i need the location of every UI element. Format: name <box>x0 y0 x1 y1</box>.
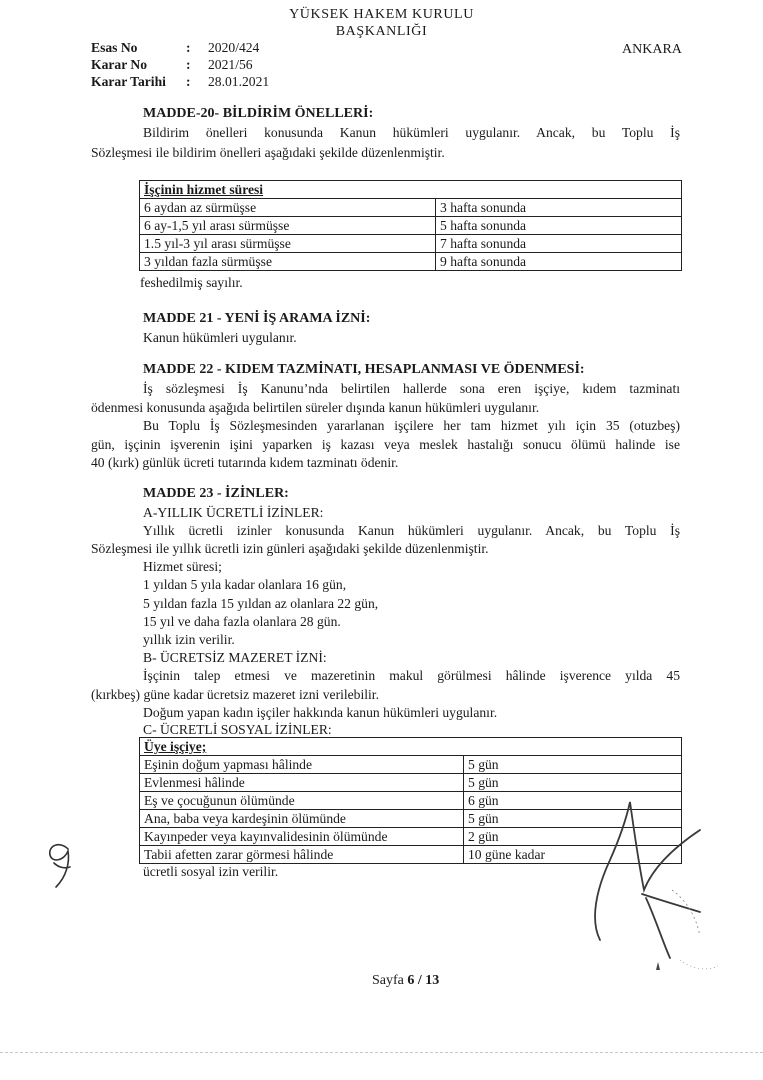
page-number <box>372 973 439 989</box>
section-b-line1: İşçinin talep etmesi ve mazeretinin makul görülmesi hâlinde işverence yılda 45 <box>143 668 680 683</box>
section-c-after-table: ücretli sosyal izin verilir. <box>143 864 279 879</box>
section-a-line5: 5 yıldan fazla 15 yıldan az olanlara 22 gün, <box>143 596 379 611</box>
leave-days-cell: 5 gün <box>464 810 682 828</box>
section-a-title: A-YILLIK ÜCRETLİ İZİNLER: <box>143 505 324 520</box>
section-a-line1: Yıllık ücretli izinler konusunda Kanun hükümleri uygulanır. Ancak, bu Toplu İş <box>143 523 680 538</box>
madde-22-p2-line3: 40 (kırk) günlük ücreti tutarında kıdem tazminatı ödenir. <box>91 455 399 470</box>
bottom-divider <box>0 1052 763 1053</box>
section-a-line3: Hizmet süresi; <box>143 559 222 574</box>
header-title-line2: BAŞKANLIĞI <box>335 24 428 39</box>
madde-20-heading: MADDE-20- BİLDİRİM ÖNELLERİ: <box>143 106 374 121</box>
table-header-cell: İşçinin hizmet süresi <box>140 181 682 199</box>
table-header-row <box>140 181 682 199</box>
meta-value-karar: 2021/56 <box>208 57 253 72</box>
section-b-title: B- ÜCRETSİZ MAZERET İZNİ: <box>143 650 327 665</box>
notice-period-table <box>139 180 682 271</box>
madde-22-p2-line1: Bu Toplu İş Sözleşmesinden yararlanan işçilere her tam hizmet yılı için 35 (otuzbeş) <box>143 418 680 433</box>
madde-22-p1-line1: İş sözleşmesi İş Kanunu’nda belirtilen hallerde sona eren işçiye, kıdem tazminatı <box>143 381 680 396</box>
meta-label-karar: Karar No <box>91 57 148 72</box>
meta-colon: : <box>186 40 191 55</box>
page-number-prefix: Sayfa <box>372 973 408 988</box>
leave-reason-cell: Eş ve çocuğunun ölümünde <box>140 792 464 810</box>
header-city: ANKARA <box>622 42 682 57</box>
meta-colon: : <box>186 74 191 89</box>
service-period-cell: 6 ay-1,5 yıl arası sürmüşse <box>140 217 436 235</box>
leave-days-cell: 6 gün <box>464 792 682 810</box>
madde-20-after-table: feshedilmiş sayılır. <box>140 275 243 290</box>
meta-colon: : <box>186 57 191 72</box>
service-period-cell: 1.5 yıl-3 yıl arası sürmüşse <box>140 235 436 253</box>
table-row <box>140 217 682 235</box>
page-number-current: 6 <box>407 973 415 988</box>
madde-22-heading: MADDE 22 - KIDEM TAZMİNATI, HESAPLANMASI VE ÖDENMESİ: <box>143 362 585 377</box>
leave-days-cell: 5 gün <box>464 774 682 792</box>
notice-cell: 3 hafta sonunda <box>436 199 682 217</box>
madde-23-heading: MADDE 23 - İZİNLER: <box>143 486 289 501</box>
madde-22-p1-line2: ödenmesi konusunda aşağıda belirtilen süreler dışında kanun hükümleri uygulanır. <box>91 400 540 415</box>
section-a-line6: 15 yıl ve daha fazla olanlara 28 gün. <box>143 614 341 629</box>
table-row <box>140 774 682 792</box>
handwritten-signature <box>560 790 730 980</box>
table-row <box>140 199 682 217</box>
section-a-line7: yıllık izin verilir. <box>143 632 235 647</box>
leave-reason-cell: Tabii afetten zarar görmesi hâlinde <box>140 846 464 864</box>
section-b-line2: (kırkbeş) güne kadar ücretsiz mazeret izni verilebilir. <box>91 687 379 702</box>
meta-value-esas: 2020/424 <box>208 40 260 55</box>
header-title-line1: YÜKSEK HAKEM KURULU <box>289 7 474 22</box>
page-number-separator: / <box>414 973 426 988</box>
table-header-cell: Üye işçiye; <box>140 738 682 756</box>
madde-21-text: Kanun hükümleri uygulanır. <box>143 330 297 345</box>
leave-days-cell: 2 gün <box>464 828 682 846</box>
leave-reason-cell: Evlenmesi hâlinde <box>140 774 464 792</box>
notice-cell: 7 hafta sonunda <box>436 235 682 253</box>
leave-days-cell: 5 gün <box>464 756 682 774</box>
section-b-line3: Doğum yapan kadın işçiler hakkında kanun hükümleri uygulanır. <box>143 705 498 720</box>
leave-reason-cell: Eşinin doğum yapması hâlinde <box>140 756 464 774</box>
notice-cell: 5 hafta sonunda <box>436 217 682 235</box>
service-period-cell: 3 yıldan fazla sürmüşse <box>140 253 436 271</box>
section-a-line4: 1 yıldan 5 yıla kadar olanlara 16 gün, <box>143 577 347 592</box>
service-period-cell: 6 aydan az sürmüşse <box>140 199 436 217</box>
table-header-row <box>140 738 682 756</box>
meta-label-esas: Esas No <box>91 40 138 55</box>
leave-reason-cell: Ana, baba veya kardeşinin ölümünde <box>140 810 464 828</box>
table-row <box>140 756 682 774</box>
leave-reason-cell: Kayınpeder veya kayınvalidesinin ölümünde <box>140 828 464 846</box>
madde-20-paragraph-line1: Bildirim önelleri konusunda Kanun hükümleri uygulanır. Ancak, bu Toplu İş <box>143 125 680 140</box>
madde-20-paragraph-line2: Sözleşmesi ile bildirim önelleri aşağıdaki şekilde düzenlenmiştir. <box>91 145 445 160</box>
section-a-line2: Sözleşmesi ile yıllık ücretli izin günleri aşağıdaki şekilde düzenlenmiştir. <box>91 541 489 556</box>
page-number-total: 13 <box>425 973 440 988</box>
meta-label-karar-tarihi: Karar Tarihi <box>91 74 166 89</box>
madde-22-p2-line2: gün, işçinin işverenin işini yaparken iş kazası veya meslek hastalığı sonucu ölümü halinde ise <box>91 437 680 452</box>
section-c-title: C- ÜCRETLİ SOSYAL İZİNLER: <box>143 722 332 737</box>
leave-days-cell: 10 güne kadar <box>464 846 682 864</box>
notice-cell: 9 hafta sonunda <box>436 253 682 271</box>
table-row <box>140 253 682 271</box>
table-row <box>140 235 682 253</box>
meta-value-karar-tarihi: 28.01.2021 <box>208 74 270 89</box>
madde-21-heading: MADDE 21 - YENİ İŞ ARAMA İZNİ: <box>143 311 371 326</box>
handwritten-initial <box>30 833 90 893</box>
